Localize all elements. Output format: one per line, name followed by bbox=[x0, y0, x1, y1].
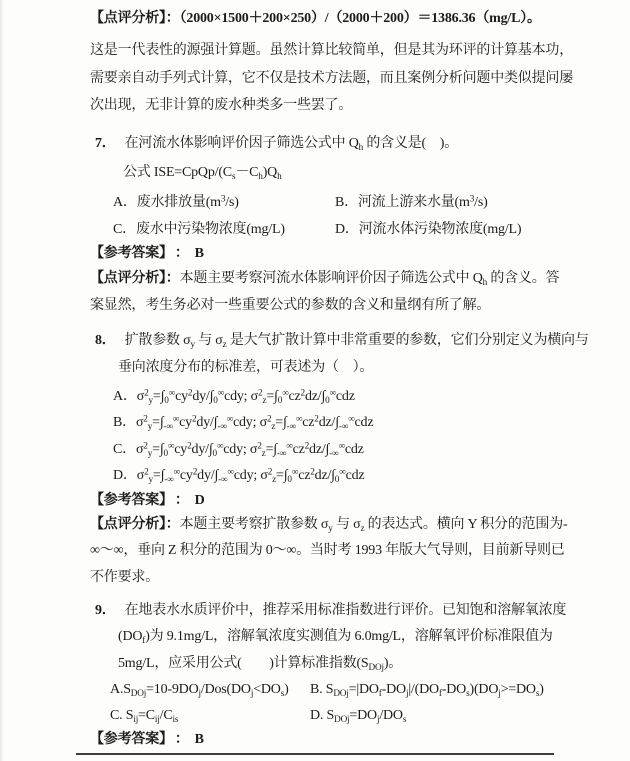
question-number: 8． bbox=[95, 333, 116, 348]
question-7-options bbox=[90, 189, 599, 244]
question-stem-line: 5mg/L，应采用公式( )计算标准指数$(S_{DOj})$。 bbox=[118, 655, 403, 672]
question-number: 7． bbox=[95, 136, 116, 151]
answer-label: 【参考答案】 bbox=[90, 732, 166, 747]
option-row bbox=[113, 189, 599, 216]
option-b: B．河流上游来水量$(m^3/s)$ bbox=[335, 193, 488, 210]
question-7 bbox=[90, 130, 581, 187]
option-a: $A.S_{DOj}=10-9DO_j/Dos(DO_j<DO_s)$ bbox=[110, 682, 289, 698]
answer-colon: ： bbox=[174, 732, 189, 747]
answer-colon: ： bbox=[174, 493, 189, 508]
reference-answer-line bbox=[90, 487, 576, 514]
analysis-line bbox=[90, 5, 576, 32]
analysis-text: 本题主要考察河流水体影响评价因子筛选公式中 $Q_h$ 的含义。答 bbox=[179, 271, 560, 287]
question-number: 9． bbox=[95, 603, 116, 618]
option-c: C. $S_{ij}=C_{ij}/C_{is}$ bbox=[110, 708, 179, 725]
analysis-paragraph bbox=[90, 37, 576, 119]
question-stem: 扩散参数 $\sigma_y$ 与 $\sigma_z$ 是大气扩散计算中非常重要的参数，它们分别定义为横向与 bbox=[124, 333, 589, 349]
question-stem: 在地表水水质评价中，推荐采用标准指数进行评价。已知饱和溶解氧浓度 bbox=[124, 603, 567, 618]
answer-colon: ： bbox=[174, 246, 189, 261]
analysis-line bbox=[90, 512, 576, 538]
option-a: A．$\sigma^2_y=\int_0^\infty cy^2dy/\int_0^\infty cdy$; $\sigma^2_z=\int_0^\infty cz^2dz/\int_0^\infty cdz$ bbox=[113, 387, 355, 405]
q6-analysis-section bbox=[90, 5, 576, 120]
reference-answer-line bbox=[90, 726, 576, 753]
reference-answer-line bbox=[90, 240, 576, 267]
analysis-label: 【点评分析】： bbox=[90, 271, 180, 286]
option-a: A．废水排放量$(m^3/s)$ bbox=[113, 193, 239, 210]
scan-edge-shadow bbox=[0, 0, 4, 761]
analysis-calculation: （2000×1500＋200×250）/（2000＋200）＝1386.36（mg/L）。 bbox=[179, 11, 541, 26]
question-stem-line: $(DO_f)$为 9.1mg/L，溶解氧浓度实测值为 6.0mg/L，溶解氧评价标准限值为 bbox=[118, 629, 553, 646]
text-line: 需要亲自动手列式计算，它不仅是技术方法题，而且案例分析问题中类似提问屡 bbox=[90, 70, 573, 86]
option-d: D．$\sigma^2_y=\int_{-\infty}^\infty cy^2dy/\int_{-\infty}^\infty cdy$; $\sigma^2_z=\int_0^\infty cz^2dz/\int_0^\infty cdz$ bbox=[113, 466, 365, 484]
text-line: 这是一代表性的源强计算题。虽然计算比较简单，但是其为环评的计算基本功， bbox=[90, 43, 573, 59]
answer-value: B bbox=[194, 732, 204, 747]
option-d: D. $S_{DOj}=DO_j/DO_s$ bbox=[310, 708, 407, 725]
answer-value: D bbox=[194, 493, 205, 508]
question-8 bbox=[90, 327, 589, 382]
question-stem-line bbox=[95, 598, 581, 624]
question-9 bbox=[90, 598, 581, 677]
question-7-analysis bbox=[90, 265, 576, 320]
question-9-options bbox=[90, 677, 596, 730]
answer-value: B bbox=[194, 246, 204, 261]
analysis-text: 本题主要考察扩散参数 $\sigma_y$ 与 $\sigma_z$ 的表达式。横向 Y 积分的范围为- bbox=[179, 517, 568, 533]
text-line: ∞～∞，垂向 Z 积分的范围为 0～∞。当时考 1993 年版大气导则，目前新导则已 bbox=[90, 543, 565, 559]
option-c: C．$\sigma^2_y=\int_0^\infty cy^2dy/\int_0^\infty cdy$; $\sigma^2_z=\int_{-\infty}^\infty cz^2dz/\int_{-\infty}^\infty cdz$ bbox=[113, 439, 364, 458]
option-b: B．$\sigma^2_y=\int_{-\infty}^\infty cy^2dy/\int_{-\infty}^\infty cdy$; $\sigma^2_z=\int_{-\infty}^\infty cz^2dz/\int_{-\infty}^\infty cdz$ bbox=[113, 413, 374, 432]
question-stem-line bbox=[95, 327, 589, 354]
question-formula: 公式 $ISE=CpQp/(C_s-C_h)Q_h$ bbox=[123, 165, 282, 182]
analysis-label: 【点评分析】： bbox=[90, 517, 180, 532]
option-b: B. $S_{DOj}=|DO_f-DO_j|/(DO_f-DO_s)(DO_j>=DO_s)$ bbox=[310, 682, 544, 698]
question-stem: 在河流水体影响评价因子筛选公式中 $Q_h$ 的含义是( )。 bbox=[124, 136, 459, 152]
text-line: 次出现，无非计算的废水种类多一些罢了。 bbox=[90, 98, 353, 114]
question-8-options bbox=[90, 384, 599, 489]
question-stem-line bbox=[95, 130, 581, 157]
question-8-analysis bbox=[90, 512, 576, 591]
analysis-line bbox=[90, 265, 576, 292]
option-d: D．河流水体污染物浓度(mg/L) bbox=[335, 222, 522, 238]
answer-label: 【参考答案】 bbox=[90, 246, 166, 261]
text-line: 不作要求。 bbox=[90, 569, 159, 585]
question-9-answer bbox=[90, 726, 576, 753]
analysis-label: 【点评分析】： bbox=[90, 11, 180, 26]
option-c: C．废水中污染物浓度(mg/L) bbox=[113, 222, 285, 238]
footer-divider bbox=[76, 753, 554, 755]
text-line: 案显然，考生务必对一些重要公式的参数的含义和量纲有所了解。 bbox=[90, 298, 491, 314]
option-row bbox=[110, 677, 596, 703]
answer-label: 【参考答案】 bbox=[90, 493, 166, 508]
question-8-answer bbox=[90, 487, 576, 514]
question-7-answer bbox=[90, 240, 576, 267]
question-stem-line: 垂向浓度分布的标准差，可表述为（ ）。 bbox=[118, 360, 374, 376]
